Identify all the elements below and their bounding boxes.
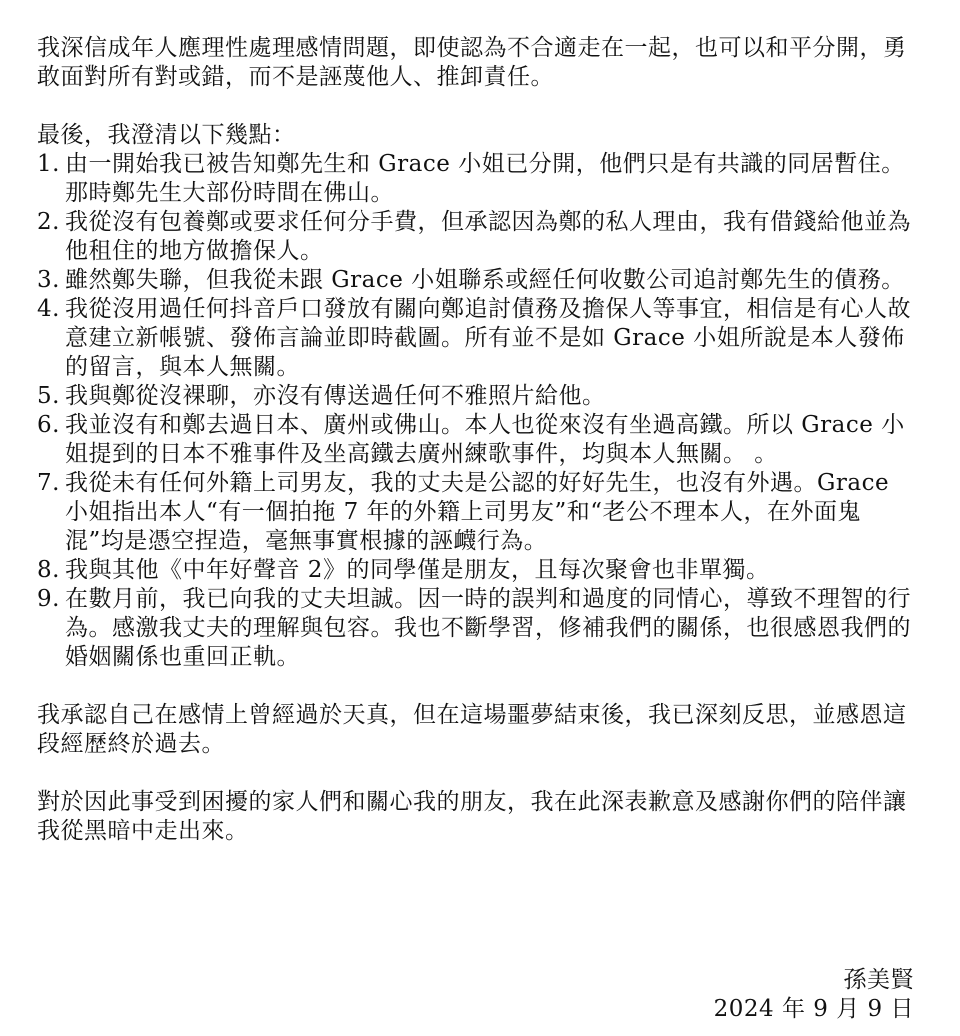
item-text: 我與其他《中年好聲音 2》的同學僅是朋友，且每次聚會也非單獨。 xyxy=(65,557,770,583)
item-number: 9. xyxy=(37,586,60,612)
intro-paragraph: 我深信成年人應理性處理感情問題，即使認為不合適走在一起，也可以和平分開，勇敢面對所有對或錯，而不是誣蔑他人、推卸責任。 xyxy=(37,35,907,90)
item-text: 我從未有任何外籍上司男友，我的丈夫是公認的好好先生，也沒有外遇。Grace 小姐指出本人“有一個拍拖 7 年的外籍上司男友”和“老公不理本人，在外面鬼混”均是憑空捏造，毫無事實根據的誣衊行為。 xyxy=(65,470,890,554)
paragraph-gap xyxy=(37,672,917,701)
clarification-list xyxy=(37,150,917,672)
signature-date: 2024 年 9 月 9 日 xyxy=(713,996,914,1022)
item-text: 我從沒用過任何抖音戶口發放有關向鄭追討債務及擔保人等事宜，相信是有心人故意建立新帳號、發佈言論並即時截圖。所有並不是如 Grace 小姐所說是本人發佈的留言，與本人無關。 xyxy=(65,296,911,380)
list-item xyxy=(37,150,917,208)
list-item xyxy=(37,411,917,469)
list-item xyxy=(37,295,917,382)
item-number: 5. xyxy=(37,383,60,409)
list-item xyxy=(37,556,917,585)
item-text: 雖然鄭失聯，但我從未跟 Grace 小姐聯系或經任何收數公司追討鄭先生的債務。 xyxy=(65,267,905,293)
item-text: 我並沒有和鄭去過日本、廣州或佛山。本人也從來沒有坐過高鐵。所以 Grace 小姐提到的日本不雅事件及坐高鐵去廣州練歌事件，均與本人無關。 。 xyxy=(65,412,905,467)
list-heading: 最後，我澄清以下幾點： xyxy=(37,122,296,148)
item-number: 1. xyxy=(37,151,60,177)
list-item xyxy=(37,208,917,266)
item-number: 8. xyxy=(37,557,60,583)
item-text: 在數月前，我已向我的丈夫坦誠。因一時的誤判和過度的同情心，導致不理智的行為。感激我丈夫的理解與包容。我也不斷學習，修補我們的關係，也很感恩我們的婚姻關係也重回正軌。 xyxy=(65,586,911,670)
item-number: 3. xyxy=(37,267,60,293)
item-text: 我從沒有包養鄭或要求任何分手費，但承認因為鄭的私人理由，我有借錢給他並為他租住的地方做擔保人。 xyxy=(65,209,911,264)
signature-block xyxy=(714,966,914,1024)
reflection-paragraph: 我承認自己在感情上曾經過於天真，但在這場噩夢結束後，我已深刻反思，並感恩這段經歷終於過去。 xyxy=(37,702,907,757)
item-text: 由一開始我已被告知鄭先生和 Grace 小姐已分開，他們只是有共識的同居暫住。那時鄭先生大部份時間在佛山。 xyxy=(65,151,905,206)
item-text: 我與鄭從沒裸聊，亦沒有傳送過任何不雅照片給他。 xyxy=(65,383,606,409)
item-number: 2. xyxy=(37,209,60,235)
list-item xyxy=(37,382,917,411)
item-number: 4. xyxy=(37,296,60,322)
list-item xyxy=(37,266,917,295)
paragraph-gap xyxy=(37,92,917,121)
item-number: 6. xyxy=(37,412,60,438)
signature-name: 孫美賢 xyxy=(843,967,914,993)
item-number: 7. xyxy=(37,470,60,496)
paragraph-gap xyxy=(37,759,917,788)
list-item xyxy=(37,469,917,556)
list-item xyxy=(37,585,917,672)
statement-body xyxy=(37,34,917,846)
apology-paragraph: 對於因此事受到困擾的家人們和關心我的朋友，我在此深表歉意及感謝你們的陪伴讓我從黑暗中走出來。 xyxy=(37,789,907,844)
